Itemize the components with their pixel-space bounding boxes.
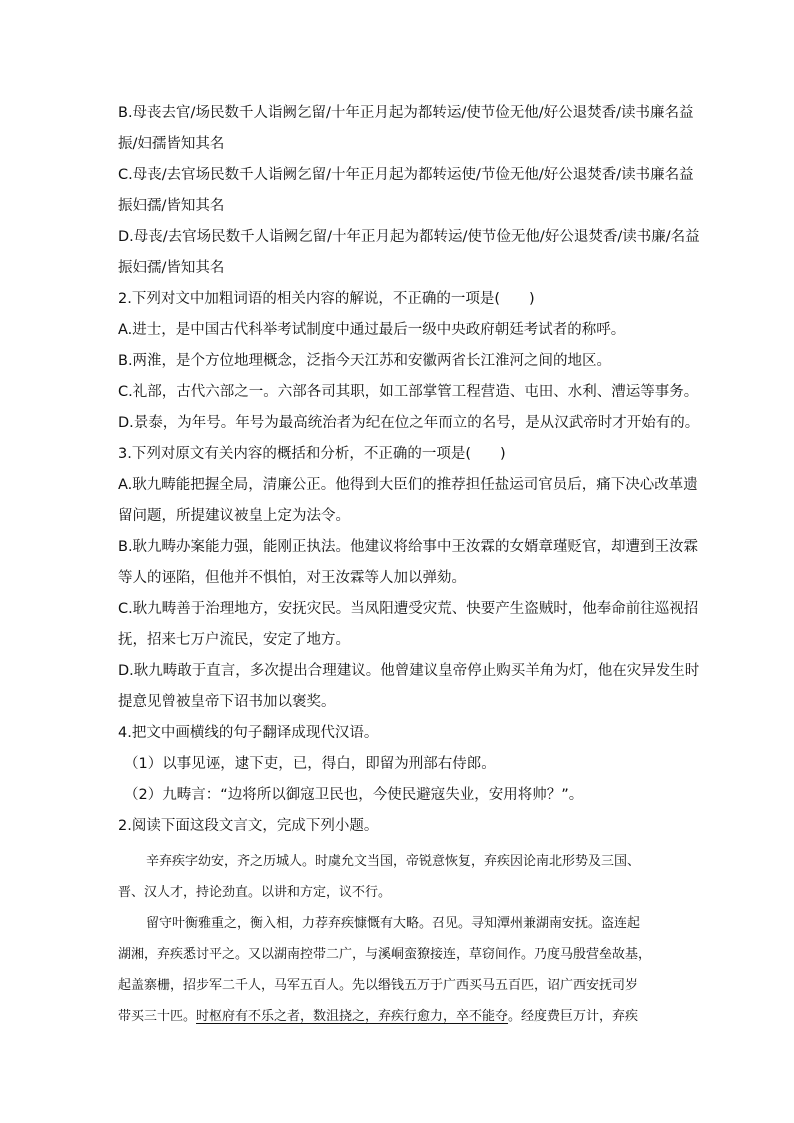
- question-3-stem: 3.下列对原文有关内容的概括和分析，不正确的一项是( ): [118, 446, 506, 462]
- q2-option-a: A.进士，是中国古代科举考试制度中通过最后一级中央政府朝廷考试者的称呼。: [118, 322, 626, 338]
- option-c-line-2: 振妇孺/皆知其名: [118, 198, 225, 214]
- q4-item-2: （2）九畴言：“边将所以御寇卫民也，今使民避寇失业，安用将帅？”。: [124, 787, 584, 803]
- q2-option-d: D.景泰，为年号。年号为最高统治者为纪在位之年而立的名号，是从汉武帝时才开始有的。: [118, 415, 700, 431]
- passage-p2-line-1: 留守叶衡雅重之，衡入相，力荐弃疾慷慨有大略。召见。寻知潭州兼湖南安抚。盗连起: [146, 916, 641, 931]
- passage-p2-line-2: 湖湘，弃疾悉讨平之。又以湖南控带二广，与溪峒蛮獠接连，草窃间作。乃度马殷营垒故基，: [118, 947, 652, 962]
- q3-option-a-line-2: 留问题，所提建议被皇上定为法令。: [118, 508, 350, 524]
- passage-p2-line-4: [118, 1007, 684, 1027]
- q3-option-c-line-1: C.耿九畴善于治理地方，安抚灾民。当凤阳遭受灾荒、快要产生盗贼时，他奉命前往巡视招: [118, 601, 699, 617]
- passage-segment: 带买三十匹。: [118, 1009, 197, 1024]
- q3-option-d-line-2: 提意见曾被皇帝下诏书加以褒奖。: [118, 694, 336, 710]
- q3-option-c-line-2: 抚，招来七万户流民，安定了地方。: [118, 632, 350, 648]
- q3-option-d-line-1: D.耿九畴敢于直言，多次提出合理建议。他曾建议皇帝停止购买羊角为灯，他在灾异发生时: [118, 663, 700, 679]
- passage-p1-line-2: 晋、汉人才，持论劲直。以讲和方定，议不行。: [118, 885, 392, 900]
- option-b-line-1: B.母丧去官/场民数千人诣阙乞留/十年正月起为都转运/使节俭无他/好公退焚香/读书廉名益: [118, 105, 694, 121]
- q2-option-c: C.礼部，古代六部之一。六部各司其职，如工部掌管工程营造、屯田、水利、漕运等事务。: [118, 384, 699, 400]
- option-b-line-2: 振/妇孺皆知其名: [118, 136, 225, 152]
- q3-option-b-line-1: B.耿九畴办案能力强，能刚正执法。他建议将给事中王汝霖的女婿章瑾贬官，却遭到王汝霖: [118, 539, 699, 555]
- q2-option-b: B.两淮，是个方位地理概念，泛指今天江苏和安徽两省长江淮河之间的地区。: [118, 353, 612, 369]
- section-2-heading: 2.阅读下面这段文言文，完成下列小题。: [118, 818, 379, 834]
- passage-segment-tail: 。经度费巨万计，弃疾: [508, 1009, 639, 1024]
- question-2-stem: 2.下列对文中加粗词语的相关内容的解说，不正确的一项是( ): [118, 291, 535, 307]
- q3-option-a-line-1: A.耿九畴能把握全局，清廉公正。他得到大臣们的推荐担任盐运司官员后，痛下决心改革遗: [118, 477, 698, 493]
- passage-p1-line-1: 辛弃疾字幼安，齐之历城人。时虞允文当国，帝锐意恢复，弃疾因论南北形势及三国、: [146, 854, 641, 869]
- q3-option-b-line-2: 等人的诬陷，但他并不惧怕，对王汝霖等人加以弹劾。: [118, 570, 466, 586]
- option-d-line-2: 振妇孺/皆知其名: [118, 260, 225, 276]
- underlined-sentence: 时枢府有不乐之者，数沮挠之，弃疾行愈力，卒不能夺: [196, 1009, 509, 1024]
- option-c-line-1: C.母丧/去官场民数千人诣阙乞留/十年正月起为都转运使/节俭无他/好公退焚香/读书廉名益: [118, 167, 694, 183]
- passage-p2-line-3: 起盖寨栅，招步军二千人，马军五百人。先以缗钱五万于广西买马五百匹，诏广西安抚司岁: [118, 978, 639, 993]
- option-d-line-1: D.母丧/去官场民数千人诣阙乞留/十年正月起为都转运/使节俭无他/好公退焚香/读书廉/名益: [118, 229, 700, 245]
- question-4-stem: 4.把文中画横线的句子翻译成现代汉语。: [118, 725, 379, 741]
- q4-item-1: （1）以事见诬，逮下吏，已，得白，即留为刑部右侍郎。: [124, 756, 496, 772]
